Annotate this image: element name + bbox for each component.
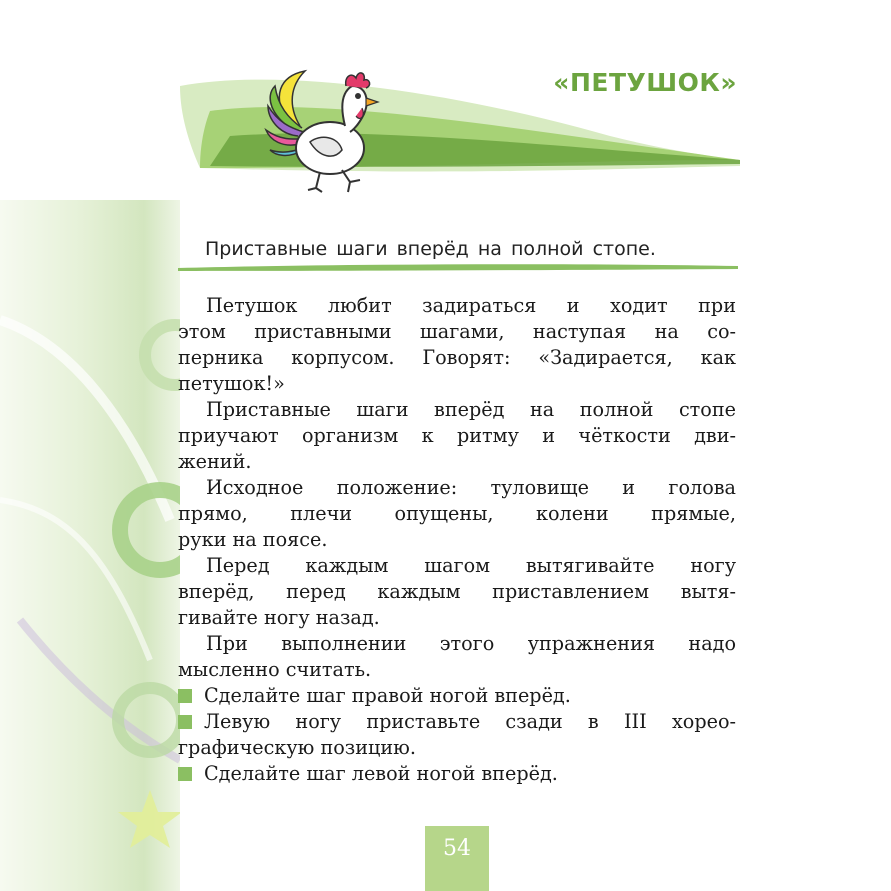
text-line: приучают организм к ритму и чёткости дви- — [178, 424, 736, 447]
paragraph — [178, 631, 736, 683]
step-item — [178, 683, 736, 709]
decorative-rings-icon — [0, 200, 180, 891]
paragraph — [178, 475, 736, 553]
square-bullet-icon — [178, 715, 192, 729]
body-text — [178, 293, 736, 787]
text-line: прямо, плечи опущены, колени прямые, — [178, 502, 736, 525]
text-line: петушок!» — [178, 372, 285, 395]
side-decoration — [0, 200, 180, 891]
page-number: 54 — [443, 836, 471, 861]
text-line: вперёд, перед каждым приставлением вытя- — [178, 580, 736, 603]
text-line: жений. — [178, 450, 252, 473]
text-line: Сделайте шаг правой ногой вперёд. — [204, 684, 571, 707]
square-bullet-icon — [178, 767, 192, 781]
step-item — [178, 709, 736, 761]
paragraph — [178, 553, 736, 631]
step-item — [178, 761, 736, 787]
text-line: Сделайте шаг левой ногой вперёд. — [204, 762, 558, 785]
paragraph — [178, 397, 736, 475]
text-line: графическую позицию. — [178, 736, 416, 759]
text-line: перника корпусом. Говорят: «Задирается, как — [178, 346, 736, 369]
paragraph — [178, 293, 736, 397]
text-line: При выполнении этого упражнения надо — [206, 632, 736, 655]
page-title: «ПЕТУШОК» — [553, 68, 737, 97]
text-line: Исходное положение: туловище и голова — [206, 476, 736, 499]
exercise-subtitle: Приставные шаги вперёд на полной стопе. — [205, 238, 656, 260]
text-line: Перед каждым шагом вытягивайте ногу — [206, 554, 736, 577]
text-line: Приставные шаги вперёд на полной стопе — [206, 398, 736, 421]
subtitle-underline — [178, 262, 738, 272]
text-line: мысленно считать. — [178, 658, 372, 681]
text-line: Левую ногу приставьте сзади в III хорео- — [204, 710, 736, 733]
text-line: этом приставными шагами, наступая на со- — [178, 320, 736, 343]
text-line: гивайте ногу назад. — [178, 606, 380, 629]
text-line: Петушок любит задираться и ходит при — [206, 294, 736, 317]
square-bullet-icon — [178, 689, 192, 703]
text-line: руки на поясе. — [178, 528, 328, 551]
